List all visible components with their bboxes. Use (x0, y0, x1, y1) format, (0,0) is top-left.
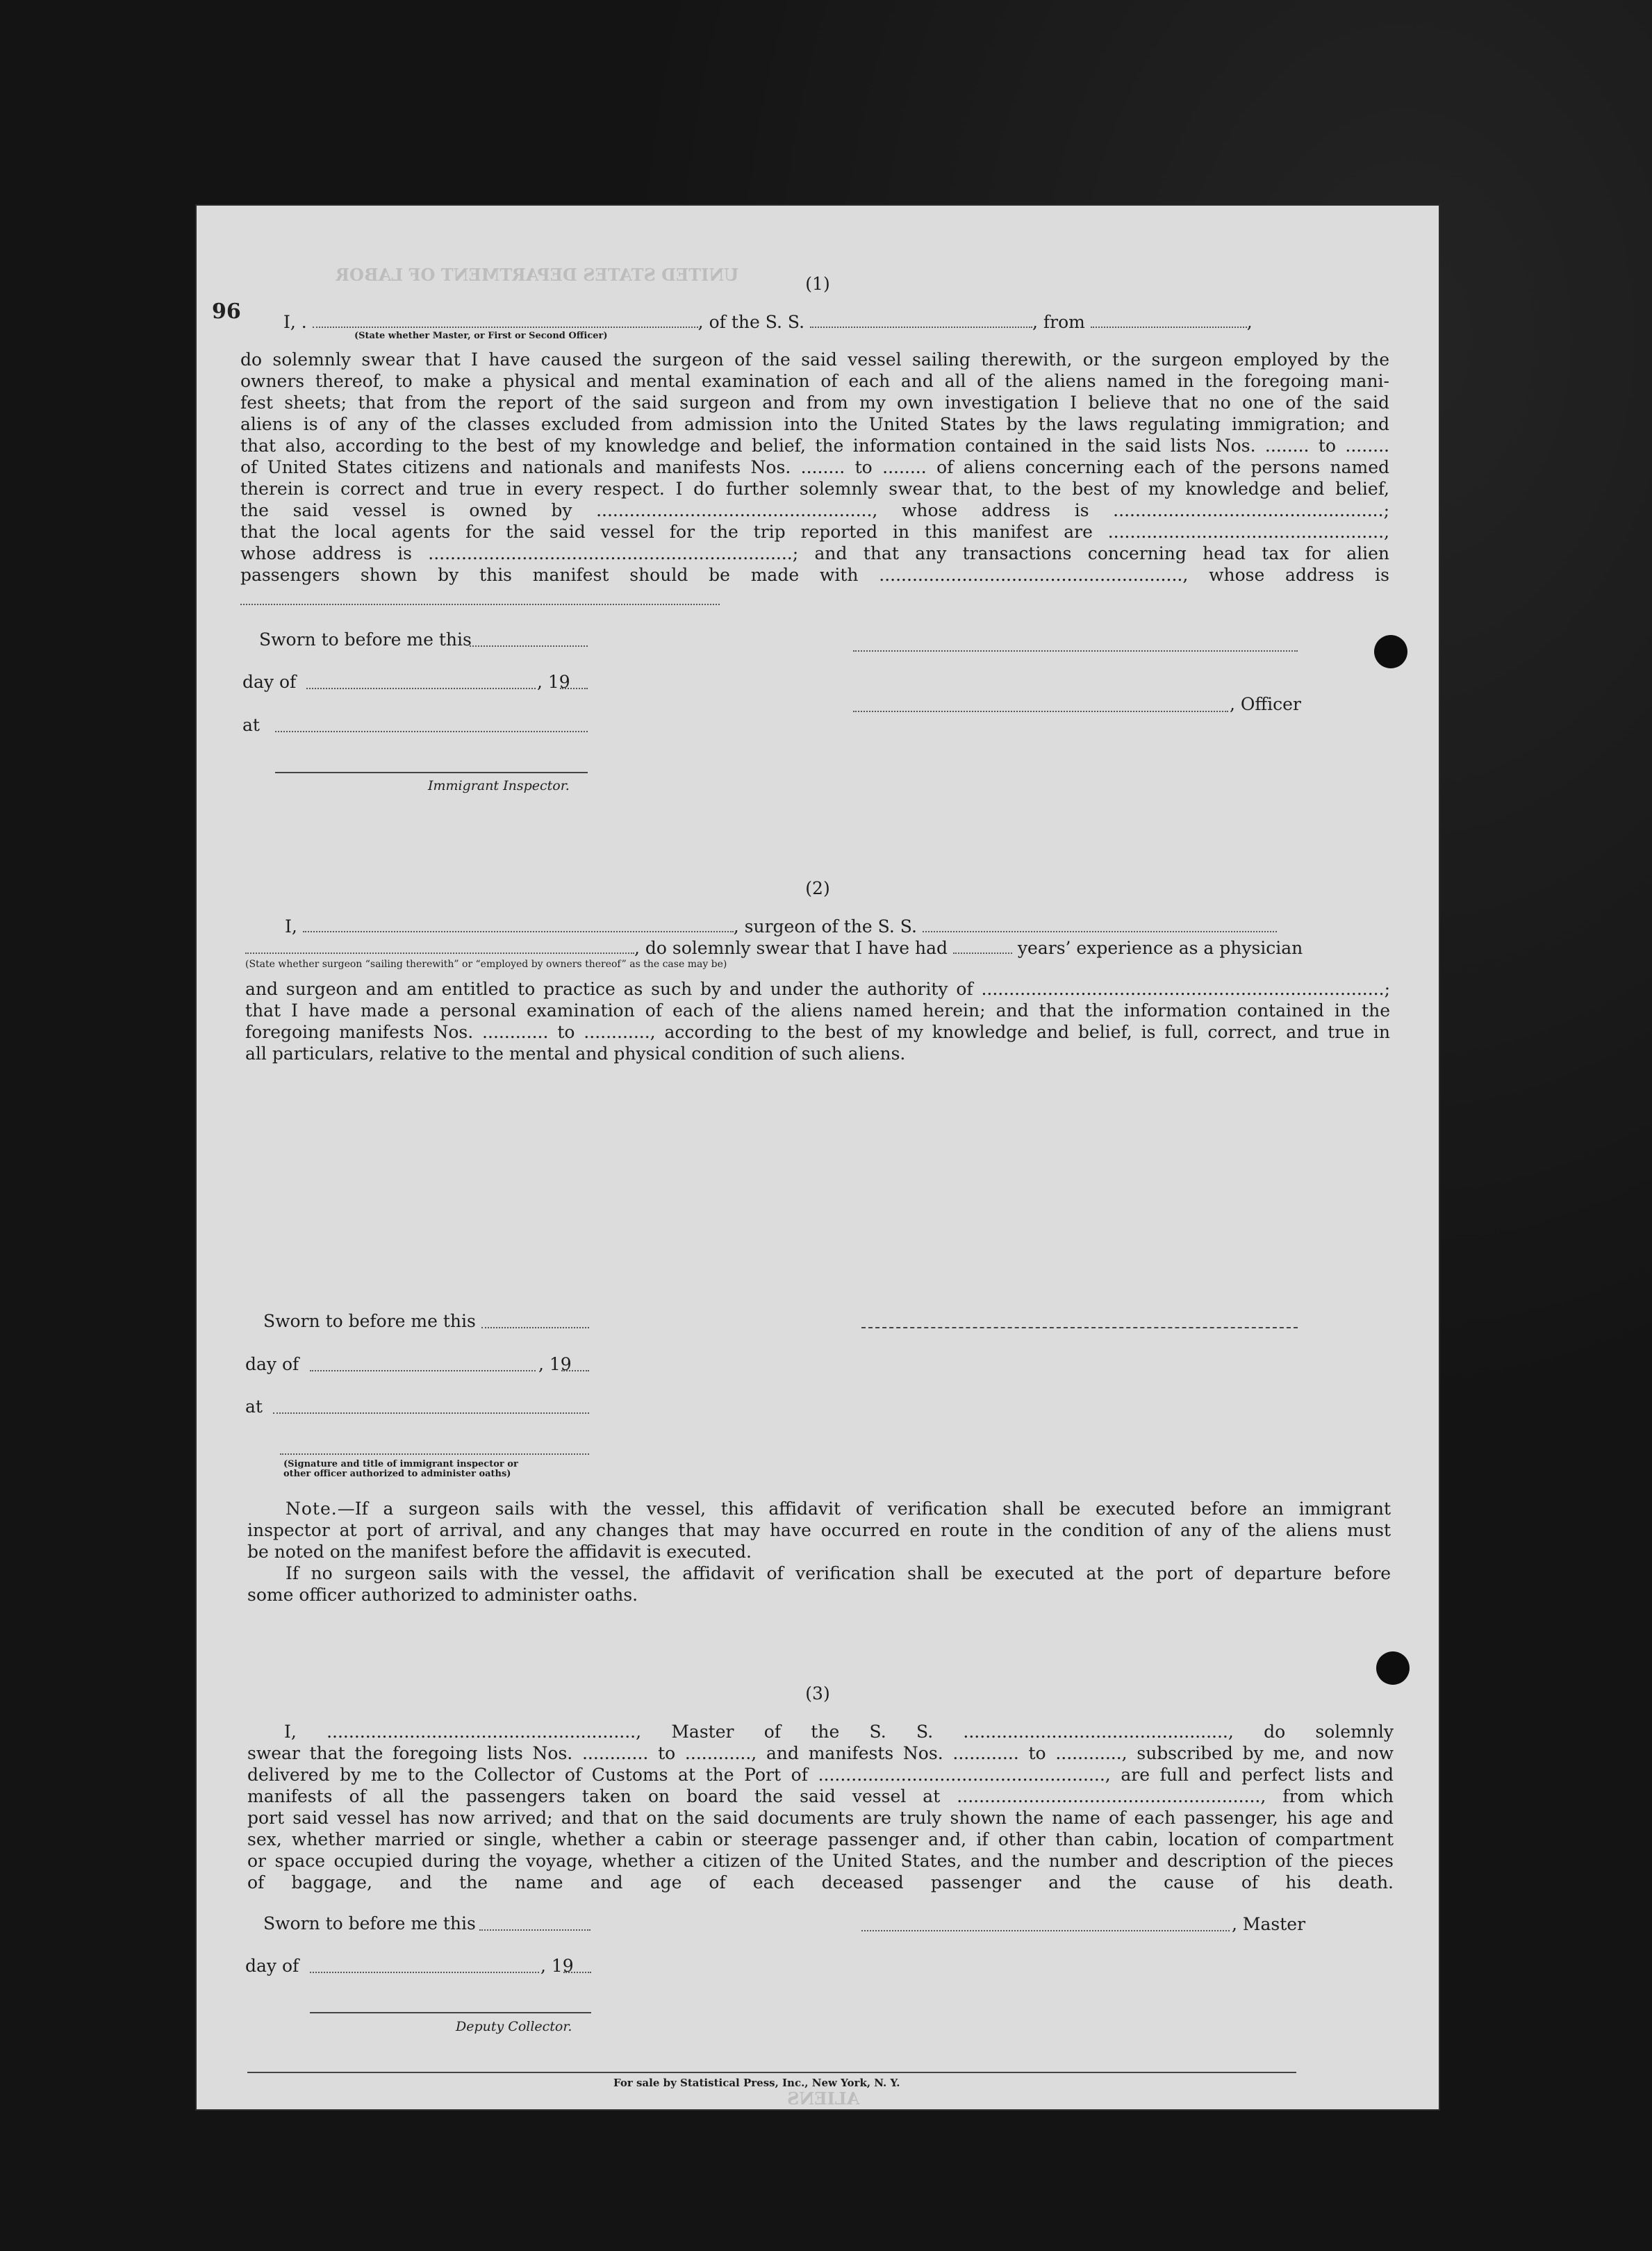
oath-line: therein is correct and true in every respect. I do further solemnly swear that, to the best of my knowledge and belief, (240, 479, 1389, 499)
years-experience-label: years’ experience as a physician (1017, 938, 1303, 958)
bleed-through-text: ALIENS (787, 2088, 860, 2109)
oath-line: of baggage, and the name and age of each deceased passenger and the cause of his death. (247, 1872, 1394, 1893)
oath-line: swear that the foregoing lists Nos. ............ to ............, and manifests Nos. ............ to ............, subscribed by me, and now (247, 1743, 1394, 1763)
sworn-label-1: Sworn to before me this (259, 629, 472, 650)
year-field-3[interactable] (563, 1972, 591, 1973)
sworn-date-field-2[interactable] (481, 1327, 589, 1328)
year-prefix-3: , 19 (540, 1956, 574, 1976)
sworn-label-3: Sworn to before me this (263, 1913, 476, 1933)
footer-rule (247, 2072, 1296, 2073)
year-prefix-1: , 19 (537, 672, 570, 692)
oath-line: foregoing manifests Nos. ............ to ............, according to the best of my knowledge and belief, is full, correct, and true in (245, 1022, 1390, 1042)
of-ss-label: , of the S. S. (697, 312, 805, 332)
place-field-1[interactable] (275, 731, 588, 732)
month-field-2[interactable] (310, 1370, 536, 1371)
surgeon-type-instruction: (State whether surgeon “sailing therewith” or “employed by owners thereof” as the case may be) (245, 959, 727, 970)
i-label: I, . (283, 312, 307, 332)
master-name-field[interactable] (313, 313, 698, 328)
officer-label: , Officer (1230, 694, 1301, 714)
at-label-1: at (242, 715, 260, 735)
deputy-collector-signature-line[interactable] (310, 2012, 591, 2013)
oath-line: manifests of all the passengers taken on board the said vessel at ......................................................., from which (247, 1786, 1394, 1806)
master-label: , Master (1232, 1914, 1306, 1934)
oath-line: that also, according to the best of my knowledge and belief, the information contained in the said lists Nos. ........ to ........ (240, 436, 1389, 456)
section-1-oath-paragraph (240, 349, 1389, 586)
address-continuation-line (240, 604, 720, 605)
note-line: some officer authorized to administer oaths. (247, 1585, 638, 1605)
year-field-2[interactable] (561, 1370, 589, 1371)
ship-name-field[interactable] (810, 313, 1032, 328)
immigrant-inspector-caption: Immigrant Inspector. (428, 778, 570, 793)
oath-line: do solemnly swear that I have caused the surgeon of the said vessel sailing therewith, or the surgeon employed by the (240, 349, 1389, 370)
surgeon-signature-line[interactable] (861, 1327, 1298, 1328)
inspector-signature-line-2[interactable] (280, 1453, 589, 1455)
oath-line: whose address is ..................................................................; and that any transactions concerning head tax for alien (240, 543, 1389, 563)
oath-line: port said vessel has now arrived; and that on the said documents are truly shown the name of each passenger, his age and (247, 1808, 1394, 1828)
section-2-number: (2) (805, 878, 830, 898)
printer-imprint: For sale by Statistical Press, Inc., New York, N. Y. (613, 2077, 900, 2089)
section-2-opening-line (285, 916, 1277, 937)
years-experience-field[interactable] (953, 939, 1012, 954)
deputy-collector-caption: Deputy Collector. (456, 2019, 572, 2034)
note-paragraph (247, 1498, 1391, 1606)
master-officer-instruction: (State whether Master, or First or Second Officer) (354, 331, 608, 341)
manifest-affidavit-page (197, 206, 1439, 2109)
oath-line: the said vessel is owned by .................................................., whose address is .................................................; (240, 500, 1389, 520)
oath-line: sex, whether married or single, whether a cabin or steerage passenger and, if other than cabin, location of compartment (247, 1829, 1394, 1849)
oath-line: fest sheets; that from the report of the said surgeon and from my own investigation I believe that no one of the said (240, 393, 1389, 413)
oath-line: and surgeon and am entitled to practice as such by and under the authority of .........................................................................; (245, 979, 1390, 999)
section-1-opening-line: I, . , of the S. S. , from , (283, 312, 1253, 332)
surgeon-type-field[interactable] (245, 939, 634, 954)
signature-title-instruction-line-2: other officer authorized to administer oaths) (283, 1469, 511, 1479)
sworn-date-field-3[interactable] (479, 1929, 590, 1931)
master-signature-line[interactable] (853, 650, 1298, 652)
surgeon-of-ss-label: , surgeon of the S. S. (733, 916, 917, 937)
at-label-2: at (245, 1396, 263, 1417)
signature-title-instruction-line-1: (Signature and title of immigrant inspector or (283, 1459, 518, 1469)
swear-label: , do solemnly swear that I have had (634, 938, 948, 958)
note-line: inspector at port of arrival, and any changes that may have occurred en route in the condition of any of the aliens must (247, 1520, 1391, 1540)
month-field-1[interactable] (306, 688, 536, 689)
oath-line: or space occupied during the voyage, whether a citizen of the United States, and the number and description of the pieces (247, 1851, 1394, 1871)
note-line (247, 1498, 1391, 1519)
oath-line: delivered by me to the Collector of Customs at the Port of ...................................................., are full and perfect lists and (247, 1765, 1394, 1785)
master-signature-line-3[interactable] (861, 1930, 1230, 1931)
note-line: If no surgeon sails with the vessel, the affidavit of verification shall be executed at the port of departure before (286, 1563, 1391, 1583)
section-1-number: (1) (805, 274, 830, 294)
day-of-label-3: day of (245, 1956, 299, 1976)
oath-line: that the local agents for the said vessel for the trip reported in this manifest are .................................................., (240, 522, 1389, 542)
sworn-date-field-1[interactable] (470, 645, 588, 647)
oath-line: passengers shown by this manifest should be made with ......................................................., whose address is (240, 565, 1389, 585)
year-prefix-2: , 19 (538, 1354, 572, 1374)
oath-line: I, ........................................................, Master of the S. S. ................................................, do solemnly (284, 1722, 1394, 1742)
note-line: be noted on the manifest before the affidavit is executed. (247, 1542, 752, 1562)
margin-mark: 96 (212, 299, 241, 324)
binder-hole (1376, 1651, 1410, 1685)
year-field-1[interactable] (560, 688, 588, 689)
ship-name-field-2[interactable] (923, 917, 1277, 932)
section-3-number: (3) (805, 1683, 830, 1704)
section-2-second-line (245, 937, 1303, 959)
note-text: —If a surgeon sails with the vessel, this affidavit of verification shall be executed before an immigrant (337, 1499, 1391, 1519)
oath-line: aliens is of any of the classes excluded from admission into the United States by the laws regulating immigration; and (240, 414, 1389, 434)
oath-line: owners thereof, to make a physical and mental examination of each and all of the aliens named in the foregoing mani- (240, 371, 1389, 391)
month-field-3[interactable] (310, 1972, 539, 1973)
from-label: , from (1032, 312, 1085, 332)
day-of-label-2: day of (245, 1354, 299, 1374)
officer-signature-line[interactable] (853, 711, 1228, 712)
i-label: I, (285, 916, 297, 937)
note-label: Note. (286, 1499, 338, 1519)
inspector-signature-line[interactable] (275, 772, 588, 773)
oath-line: that I have made a personal examination of each of the aliens named herein; and that the information contained in the (245, 1000, 1390, 1021)
section-2-oath-paragraph (245, 978, 1390, 1064)
surgeon-name-field[interactable] (303, 917, 734, 932)
place-field-2[interactable] (273, 1412, 589, 1414)
oath-line: of United States citizens and nationals and manifests Nos. ........ to ........ of aliens concerning each of the persons named (240, 457, 1389, 477)
oath-line: all particulars, relative to the mental and physical condition of such aliens. (245, 1044, 906, 1064)
section-3-oath-paragraph (247, 1721, 1394, 1893)
sworn-label-2: Sworn to before me this (263, 1311, 476, 1331)
departure-port-field[interactable] (1091, 313, 1247, 328)
binder-hole (1374, 635, 1407, 668)
bleed-through-text: UNITED STATES DEPARTMENT OF LABOR (336, 265, 739, 285)
day-of-label-1: day of (242, 672, 297, 692)
